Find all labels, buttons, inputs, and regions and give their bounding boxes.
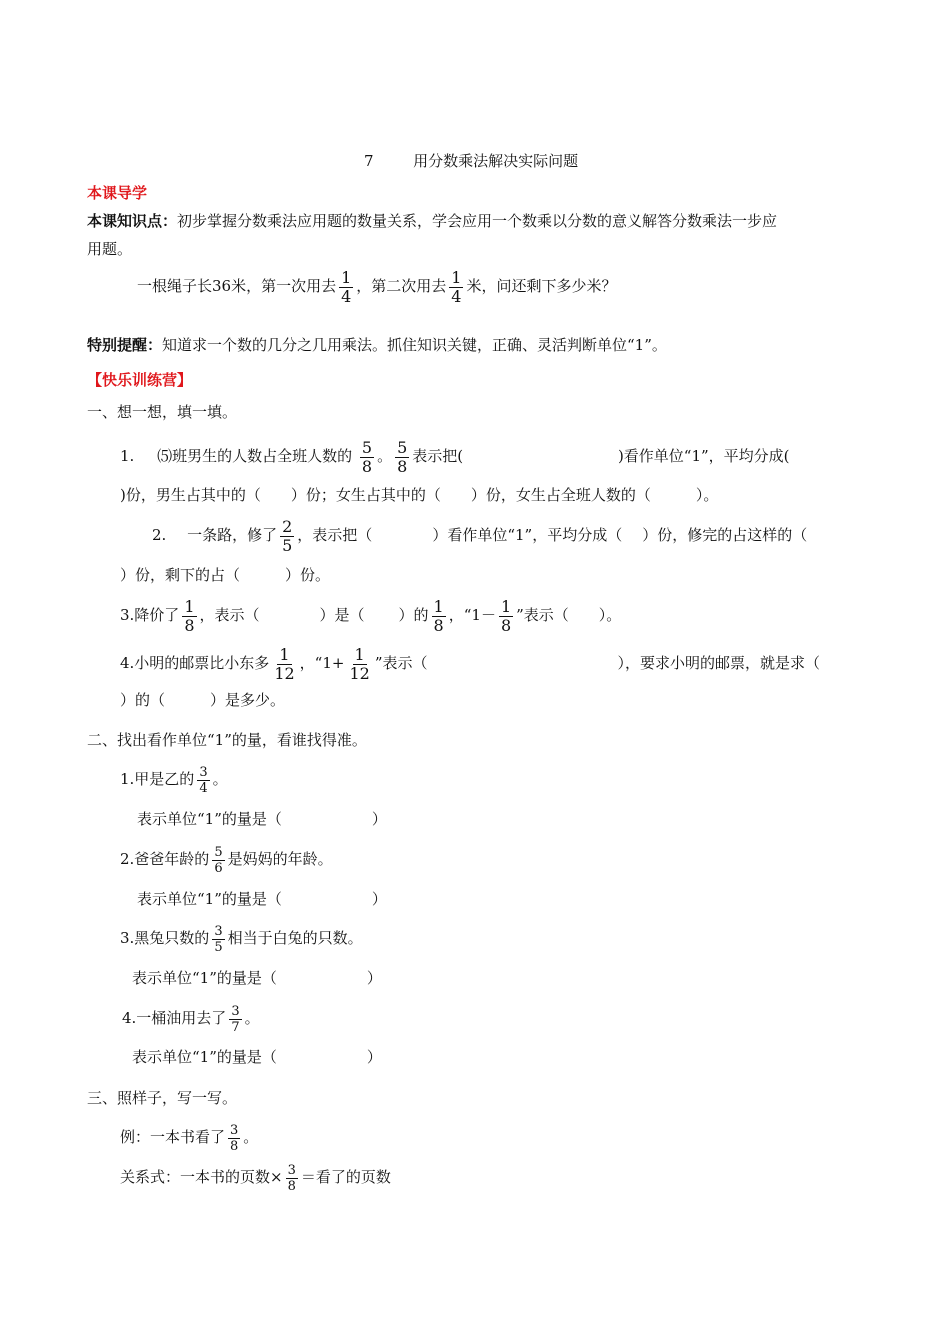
example-text-1: 一根绳子长36米，第一次用去 bbox=[137, 277, 337, 295]
s3-relation-text: 关系式：一本书的页数× bbox=[120, 1168, 283, 1186]
s2-item-4 bbox=[122, 998, 260, 1038]
q4-text-2: ，“1+ bbox=[299, 654, 345, 672]
denominator: 8 bbox=[500, 615, 512, 635]
numerator: 3 bbox=[230, 1122, 239, 1138]
q2-text-2: ，表示把（ bbox=[297, 526, 373, 544]
s3-example-post: 。 bbox=[243, 1128, 259, 1146]
s2-item-post: 是妈妈的年龄。 bbox=[227, 850, 333, 868]
fraction bbox=[449, 267, 463, 306]
s2-item-text: 1.甲是乙的 bbox=[120, 770, 195, 788]
knowledge-line-1 bbox=[87, 211, 777, 231]
numerator: 1 bbox=[354, 644, 365, 664]
q4-text-3: ”表示（ bbox=[374, 654, 428, 672]
s1-q2-line2: ）份，剩下的占（ ）份。 bbox=[120, 566, 331, 584]
fraction bbox=[432, 596, 446, 635]
numerator: 3 bbox=[287, 1162, 296, 1178]
numerator: 5 bbox=[397, 437, 408, 457]
numerator: 1 bbox=[500, 596, 512, 616]
s2-item-text: 4.一桶油用去了 bbox=[122, 1009, 227, 1027]
s1-q1-line1 bbox=[120, 436, 790, 476]
q1-text: 班男生的人数占全班人数的 bbox=[172, 447, 353, 465]
title-number: 7 bbox=[364, 152, 374, 170]
s2-item-3 bbox=[120, 918, 363, 958]
numerator: 3 bbox=[214, 923, 223, 939]
s2-item-post: 。 bbox=[212, 770, 228, 788]
q4-text: 4.小明的邮票比小东多 bbox=[120, 654, 270, 672]
s1-q4-line2: ）的（ ）是多少。 bbox=[120, 691, 286, 709]
fraction bbox=[499, 596, 513, 635]
denominator: 4 bbox=[341, 286, 352, 306]
s2-answer-2: 表示单位“1”的量是（ ） bbox=[137, 890, 387, 908]
fraction bbox=[212, 846, 224, 875]
s2-item-post: 。 bbox=[244, 1009, 260, 1027]
q1-class: ⑸ bbox=[157, 447, 173, 465]
q1-text-2: 表示把( bbox=[412, 447, 464, 465]
s2-answer-4: 表示单位“1”的量是（ ） bbox=[132, 1048, 382, 1066]
s1-q3 bbox=[120, 594, 621, 636]
denominator: 8 bbox=[433, 615, 444, 635]
page-title bbox=[364, 151, 578, 171]
section2-heading: 二、找出看作单位“1”的量，看谁找得准。 bbox=[87, 731, 367, 749]
title-text: 用分数乘法解决实际问题 bbox=[413, 152, 579, 170]
q1-text-3: )看作单位“1”，平均分成( bbox=[617, 447, 790, 465]
numerator: 1 bbox=[341, 267, 352, 287]
denominator: 8 bbox=[287, 1178, 296, 1194]
s2-item-text: 3.黑兔只数的 bbox=[120, 929, 210, 947]
q3-text-4: ）的 bbox=[398, 606, 429, 624]
s3-relation bbox=[120, 1157, 391, 1197]
s1-q4-line1 bbox=[120, 642, 820, 684]
fraction bbox=[212, 925, 224, 954]
numerator: 3 bbox=[231, 1003, 240, 1019]
denominator: 12 bbox=[349, 663, 370, 683]
denominator: 8 bbox=[230, 1138, 239, 1154]
fraction bbox=[347, 644, 371, 683]
s2-item-post: 相当于白兔的只数。 bbox=[227, 929, 363, 947]
reminder bbox=[87, 335, 667, 355]
q2-text-3: ）看作单位“1”，平均分成（ bbox=[432, 526, 623, 544]
knowledge-text-1: 初步掌握分数乘法应用题的数量关系，学会应用一个数乘以分数的意义解答分数乘法一步应 bbox=[177, 212, 778, 230]
q3-text: 3.降价了 bbox=[120, 606, 180, 624]
fraction bbox=[272, 644, 296, 683]
numerator: 1 bbox=[451, 267, 462, 287]
guide-heading: 本课导学 bbox=[87, 184, 148, 202]
example-problem bbox=[137, 266, 617, 306]
s2-item-2 bbox=[120, 839, 333, 879]
q4-text-4: ），要求小明的邮票，就是求（ bbox=[617, 654, 820, 672]
numerator: 3 bbox=[199, 764, 208, 780]
denominator: 4 bbox=[199, 780, 208, 796]
s2-item-text: 2.爸爸年龄的 bbox=[120, 850, 210, 868]
s2-answer-3: 表示单位“1”的量是（ ） bbox=[132, 969, 382, 987]
fraction bbox=[229, 1005, 241, 1034]
fraction bbox=[360, 437, 374, 476]
fraction bbox=[339, 267, 353, 306]
s2-answer-1: 表示单位“1”的量是（ ） bbox=[137, 810, 387, 828]
fraction bbox=[395, 437, 409, 476]
q2-number: 2. bbox=[152, 526, 167, 544]
numerator: 1 bbox=[184, 596, 195, 616]
s1-q1-line2: )份，男生占其中的（ ）份；女生占其中的（ ）份，女生占全班人数的（ ）。 bbox=[120, 486, 719, 504]
q1-number: 1. bbox=[120, 447, 135, 465]
q3-text-2: ，表示（ bbox=[199, 606, 260, 624]
s3-example bbox=[120, 1117, 258, 1157]
q2-text-4: ）份，修完的占这样的（ bbox=[642, 526, 808, 544]
camp-heading: 【快乐训练营】 bbox=[87, 371, 193, 389]
s2-item-1 bbox=[120, 759, 228, 799]
q3-text-3: ）是（ bbox=[319, 606, 365, 624]
fraction bbox=[286, 1164, 298, 1193]
q1-period: 。 bbox=[377, 447, 393, 465]
fraction bbox=[228, 1124, 240, 1153]
section1-heading: 一、想一想，填一填。 bbox=[87, 403, 238, 421]
denominator: 4 bbox=[451, 286, 462, 306]
fraction bbox=[197, 766, 209, 795]
numerator: 5 bbox=[214, 844, 223, 860]
denominator: 5 bbox=[214, 939, 223, 955]
denominator: 6 bbox=[214, 860, 223, 876]
q3-text-6: ”表示（ ）。 bbox=[516, 606, 622, 624]
section3-heading: 三、照样子，写一写。 bbox=[87, 1089, 238, 1107]
numerator: 5 bbox=[361, 437, 373, 457]
numerator: 1 bbox=[279, 644, 290, 664]
reminder-label: 特别提醒： bbox=[87, 336, 163, 354]
s3-example-text: 例：一本书看了 bbox=[120, 1128, 226, 1146]
denominator: 12 bbox=[274, 663, 295, 683]
example-text-2: ，第二次用去 bbox=[356, 277, 447, 295]
knowledge-label: 本课知识点： bbox=[87, 212, 178, 230]
denominator: 8 bbox=[184, 615, 195, 635]
numerator: 2 bbox=[282, 516, 293, 536]
q2-text: 一条路，修了 bbox=[187, 526, 278, 544]
q3-text-5: ，“1－ bbox=[448, 606, 496, 624]
numerator: 1 bbox=[433, 596, 444, 616]
knowledge-line-2: 用题。 bbox=[87, 240, 133, 258]
denominator: 8 bbox=[397, 456, 408, 476]
s1-q2-line1 bbox=[152, 515, 807, 555]
denominator: 5 bbox=[282, 535, 293, 555]
example-text-3: 米，问还剩下多少米？ bbox=[466, 277, 617, 295]
s3-relation-post: ＝看了的页数 bbox=[300, 1168, 391, 1186]
reminder-text: 知道求一个数的几分之几用乘法。抓住知识关键，正确、灵活判断单位“1”。 bbox=[162, 336, 667, 354]
fraction bbox=[182, 596, 196, 635]
denominator: 8 bbox=[361, 456, 373, 476]
fraction bbox=[280, 516, 294, 555]
denominator: 7 bbox=[231, 1019, 240, 1035]
